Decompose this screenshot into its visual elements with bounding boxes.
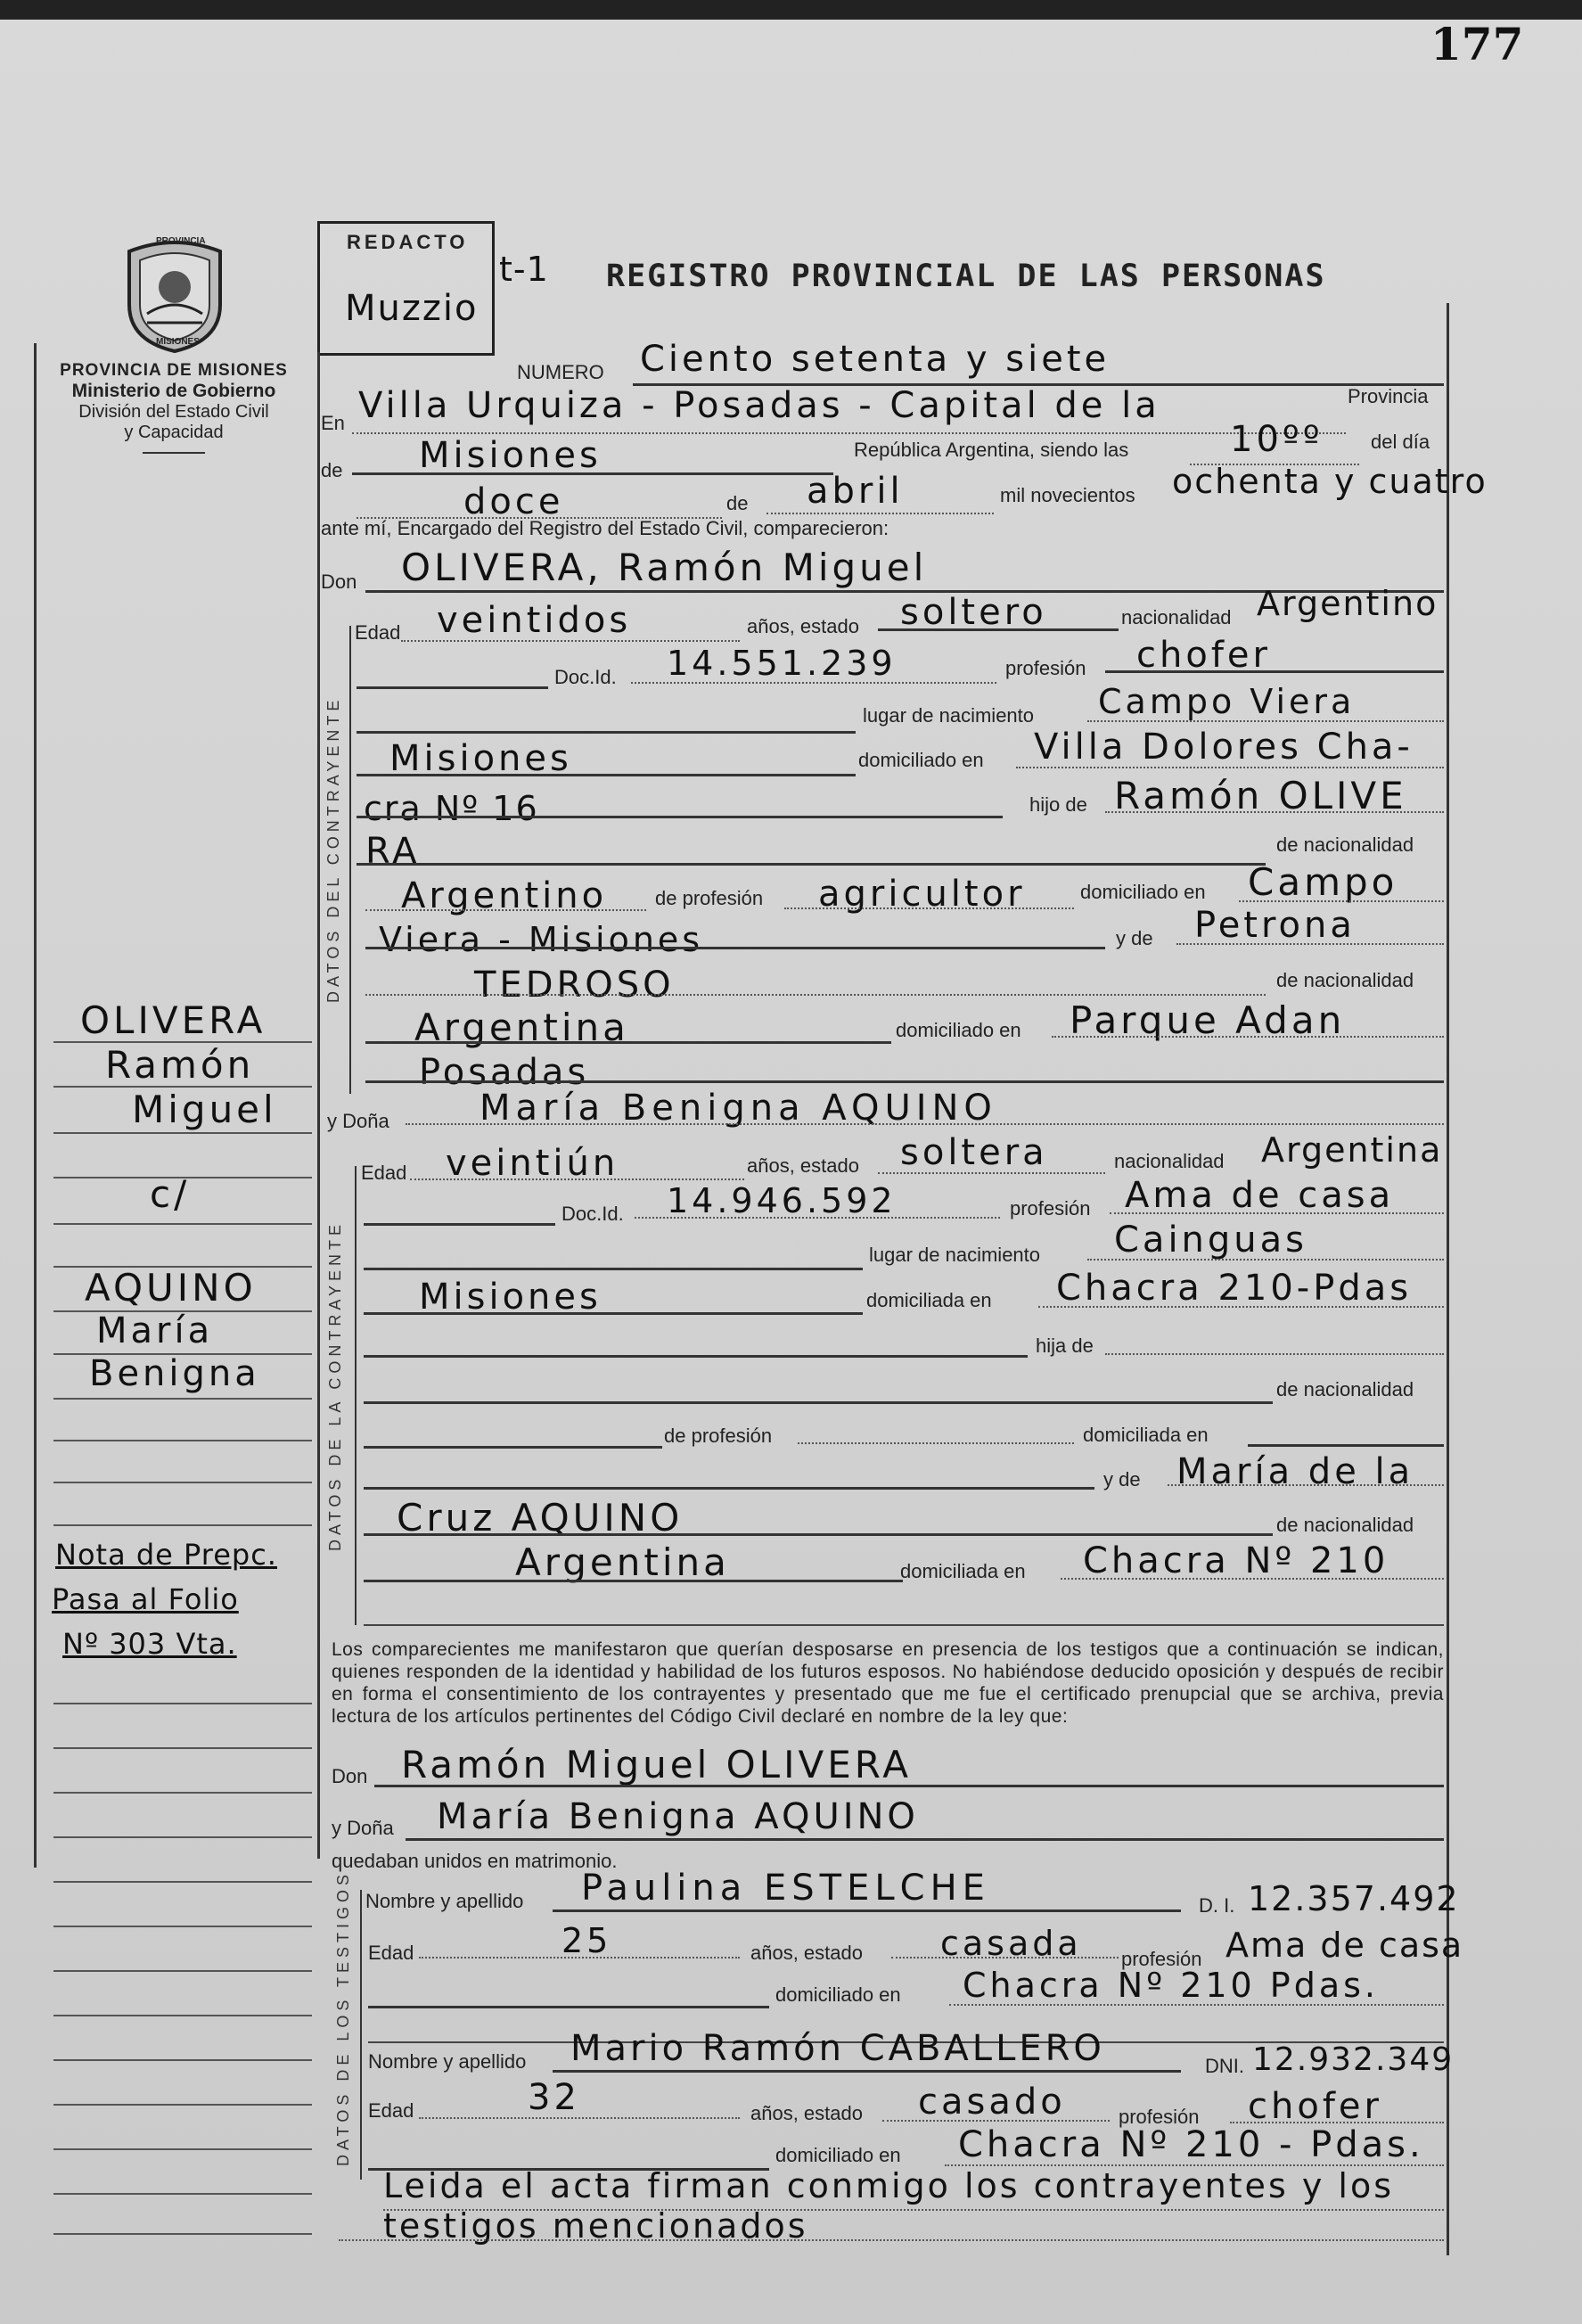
dona-label: y Doña <box>327 1110 389 1132</box>
t1-profesion-label: profesión <box>1121 1948 1202 1970</box>
margin-rule <box>53 1440 312 1441</box>
quedaban-text: quedaban unidos en matrimonio. <box>332 1850 618 1872</box>
provincia-label: Provincia <box>1348 385 1429 407</box>
contrayente2-side-label: DATOS DE LA CONTRAYENTE <box>326 1219 344 1551</box>
ante-mi-text: ante mí, Encargado del Registro del Estado Civil, comparecieron: <box>321 517 889 539</box>
padre-nac-label: de nacionalidad <box>1276 834 1414 856</box>
t1-edad-label: Edad <box>368 1942 414 1964</box>
t1-dom-value[interactable]: Chacra Nº 210 Pdas. <box>963 1966 1380 2005</box>
domicilio2-line <box>1038 1306 1444 1308</box>
c2-madre-nac-value[interactable]: Argentina <box>515 1540 730 1584</box>
en-value[interactable]: Villa Urquiza - Posadas - Capital de la <box>358 385 1160 426</box>
t2-dom-value[interactable]: Chacra Nº 210 - Pdas. <box>958 2124 1424 2165</box>
hora-value[interactable]: 10ºº <box>1230 419 1324 460</box>
contrayente2-bracket <box>355 1166 357 1625</box>
lugar1-line <box>1087 720 1444 722</box>
estado1-label: años, estado <box>747 615 859 637</box>
madre-dom-label: domiciliado en <box>896 1019 1021 1041</box>
madre1-value2[interactable]: TEDROSO <box>474 965 675 1006</box>
margin-note1: Nota de Prepc. <box>55 1538 277 1572</box>
lugar2-line <box>1087 1259 1444 1261</box>
margin-rule <box>53 2193 312 2195</box>
madre1-value[interactable]: Petrona <box>1194 905 1356 946</box>
margin-line3: Miguel <box>132 1088 277 1131</box>
dia-value[interactable]: doce <box>463 481 564 522</box>
heading-rule <box>143 452 205 454</box>
margin-rule <box>53 1792 312 1794</box>
madre-nac-value[interactable]: Argentina <box>414 1006 629 1049</box>
margin-rule <box>53 2015 312 2016</box>
de-value[interactable]: Misiones <box>419 435 602 476</box>
margin-line4: c/ <box>150 1172 191 1216</box>
t2-estado-value[interactable]: casado <box>918 2082 1066 2123</box>
numero-label: NUMERO <box>517 361 604 383</box>
t2-nombre-line <box>553 2070 1181 2073</box>
domicilio1-value[interactable]: Villa Dolores Cha- <box>1034 727 1414 768</box>
scan-edge <box>0 0 1582 20</box>
closing-line2-rule <box>339 2239 1444 2241</box>
form-left-border <box>317 352 320 1859</box>
madre1-line <box>1176 943 1444 945</box>
edad2-line <box>410 1178 744 1180</box>
hijo-label: hijo de <box>1029 793 1087 816</box>
c2-madre-nac-line <box>364 1580 903 1582</box>
margin-rule <box>53 1836 312 1838</box>
t1-dom-prefix-line <box>368 2006 769 2008</box>
lugar2b-line <box>364 1312 863 1315</box>
redacto-box <box>317 221 495 356</box>
profesion1-value[interactable]: chofer <box>1136 635 1271 676</box>
domicilio1-label: domiciliado en <box>858 749 984 771</box>
closing-line2: testigos mencionados <box>383 2206 808 2246</box>
c2-nac2-label: de nacionalidad <box>1276 1514 1414 1536</box>
de-line <box>352 472 833 475</box>
decl-dona-value[interactable]: María Benigna AQUINO <box>437 1796 919 1837</box>
lugar1-value[interactable]: Campo Viera <box>1098 682 1356 721</box>
t2-nombre-label: Nombre y apellido <box>368 2050 527 2073</box>
t2-estado-label: años, estado <box>750 2102 863 2124</box>
lugar1-value2[interactable]: Misiones <box>389 738 572 779</box>
contrayente1-side-label: DATOS DEL CONTRAYENTE <box>324 695 342 1003</box>
doc2-value[interactable]: 14.946.592 <box>667 1181 897 1220</box>
numero-value[interactable]: Ciento setenta y siete <box>640 339 1111 380</box>
padre-dom-line <box>1239 900 1444 902</box>
edad2-value[interactable]: veintiún <box>446 1143 619 1184</box>
margin-note2: Pasa al Folio <box>52 1582 239 1616</box>
redacto-value: Muzzio <box>345 288 479 329</box>
padre-dom-value[interactable]: Campo <box>1248 860 1398 904</box>
lugar2-value[interactable]: Cainguas <box>1114 1219 1307 1261</box>
margin-rule <box>53 2148 312 2150</box>
t1-nombre-value[interactable]: Paulina ESTELCHE <box>581 1868 990 1909</box>
c2-prof-label: de profesión <box>664 1425 773 1447</box>
mes-line <box>766 513 994 514</box>
t2-estado-line <box>882 2120 1110 2122</box>
c2-madre-value[interactable]: María de la <box>1176 1451 1414 1492</box>
t1-dom-label: domiciliado en <box>775 1983 901 2006</box>
padre-dom-label: domiciliado en <box>1080 881 1206 903</box>
decl-don-value[interactable]: Ramón Miguel OLIVERA <box>401 1743 912 1786</box>
left-border <box>34 343 37 1868</box>
doc2-prefix-line <box>364 1223 555 1226</box>
mil-label: mil novecientos <box>1000 484 1135 506</box>
left-heading <box>36 361 312 454</box>
heading-ministry: Ministerio de Gobierno <box>71 381 276 401</box>
padre1-value2[interactable]: RA <box>365 831 421 872</box>
t1-edad-value[interactable]: 25 <box>561 1921 612 1960</box>
decl-don-label: Don <box>332 1765 368 1787</box>
margin-rule <box>53 2059 312 2061</box>
margin-rule <box>53 2233 312 2235</box>
t2-edad-label: Edad <box>368 2099 414 2122</box>
domicilio1-value2[interactable]: cra Nº 16 <box>364 789 539 828</box>
c2-nac1-line <box>364 1401 1273 1404</box>
doc1-label: Doc.Id. <box>554 666 617 688</box>
domicilio2-label: domiciliada en <box>866 1289 992 1311</box>
estado1-value[interactable]: soltero <box>900 592 1047 633</box>
t2-nombre-value[interactable]: Mario Ramón CABALLERO <box>570 2028 1105 2069</box>
padre1-value[interactable]: Ramón OLIVE <box>1114 774 1407 817</box>
nacionalidad2-label: nacionalidad <box>1114 1150 1225 1172</box>
c2-madre-value2[interactable]: Cruz AQUINO <box>397 1496 684 1540</box>
t2-edad-line <box>419 2117 740 2119</box>
t2-doc-value[interactable]: 12.932.349 <box>1252 2041 1455 2078</box>
margin-line6: María <box>96 1310 214 1351</box>
c2-madre-dom-label: domiciliada en <box>900 1560 1026 1582</box>
t2-doc-label: DNI. <box>1205 2055 1244 2077</box>
t1-doc-label: D. I. <box>1199 1894 1235 1917</box>
lugar1-label: lugar de nacimiento <box>863 704 1035 727</box>
contrayente1-bracket <box>349 626 351 1094</box>
madre1b-line <box>365 994 1266 996</box>
nacionalidad1-value[interactable]: Argentino <box>1257 584 1439 623</box>
madre-dom-line <box>1052 1036 1444 1038</box>
c2-bottom-rule <box>364 1624 1444 1626</box>
doc1-value[interactable]: 14.551.239 <box>667 644 897 683</box>
lugar2-label: lugar de nacimiento <box>869 1244 1041 1266</box>
mes-value[interactable]: abril <box>807 471 904 512</box>
t1-edad-line <box>419 1957 740 1959</box>
en-line <box>352 432 1346 434</box>
t1-estado-line <box>891 1957 1119 1959</box>
dona-line <box>406 1123 1444 1125</box>
t1-estado-value[interactable]: casada <box>940 1924 1082 1963</box>
margin-line2: Ramón <box>105 1043 255 1087</box>
estado2-value[interactable]: soltera <box>900 1132 1048 1173</box>
c2-nac1-label: de nacionalidad <box>1276 1378 1414 1400</box>
de2-label: de <box>726 492 749 514</box>
madre-dom-value2[interactable]: Posadas <box>419 1052 590 1093</box>
c2-prof-line <box>798 1442 1074 1444</box>
t2-profesion-label: profesión <box>1119 2106 1200 2128</box>
estado1-line <box>878 628 1119 631</box>
madre-nac-label: de nacionalidad <box>1276 969 1414 991</box>
doc1-prefix-line <box>357 686 548 689</box>
c2-prof-prefix-line <box>364 1446 662 1449</box>
edad1-line <box>401 640 740 642</box>
margin-line5: AQUINO <box>85 1266 257 1310</box>
margin-rule <box>53 1970 312 1972</box>
republica-label: República Argentina, siendo las <box>854 439 1129 461</box>
profesion2-label: profesión <box>1010 1197 1091 1219</box>
padre-nac-value[interactable]: Argentino <box>401 875 608 916</box>
margin-rule <box>53 1926 312 1927</box>
contrayente1-name[interactable]: OLIVERA, Ramón Miguel <box>401 546 928 589</box>
margin-line1: OLIVERA <box>80 998 266 1042</box>
de-label: de <box>321 459 343 481</box>
estado2-line <box>878 1172 1105 1174</box>
doc2-label: Doc.Id. <box>561 1203 624 1225</box>
margin-rule <box>53 1132 312 1134</box>
t1-profesion-value[interactable]: Ama de casa <box>1225 1926 1464 1965</box>
t1-nombre-line <box>553 1909 1181 1912</box>
padre-prof-value[interactable]: agricultor <box>818 874 1026 915</box>
c2-madre-dom-line <box>1061 1578 1444 1580</box>
t1-doc-value[interactable]: 12.357.492 <box>1248 1879 1460 1918</box>
doc1-line <box>631 682 996 684</box>
estado2-label: años, estado <box>747 1154 859 1177</box>
testigos-side-label: DATOS DE LOS TESTIGOS <box>334 1869 352 2166</box>
doc2-line <box>635 1217 1000 1219</box>
edad1-label: Edad <box>355 621 401 644</box>
margin-line7: Benigna <box>89 1353 260 1394</box>
t2-profesion-line <box>1230 2122 1444 2123</box>
t2-dom-label: domiciliado en <box>775 2144 901 2166</box>
margin-rule <box>53 1881 312 1883</box>
t2-edad-value[interactable]: 32 <box>528 2077 580 2118</box>
don-label: Don <box>321 571 357 593</box>
margin-rule <box>53 2104 312 2106</box>
profesion1-line <box>1105 670 1444 673</box>
page-number: 177 <box>1430 18 1524 70</box>
decl-dona-label: y Doña <box>332 1817 394 1839</box>
decl-dona-line <box>406 1838 1444 1841</box>
margin-rule <box>53 1398 312 1400</box>
madre-dom2-line <box>365 1080 1444 1083</box>
margin-rule <box>53 1703 312 1704</box>
margin-rule <box>53 1223 312 1225</box>
c2-madre-line <box>1168 1484 1444 1486</box>
madre-nac-line <box>365 1041 891 1044</box>
testigos-bracket <box>360 1890 362 2180</box>
hija-prefix-line <box>364 1355 1028 1358</box>
padre1-line <box>1105 811 1444 813</box>
province-seal-icon <box>120 234 229 354</box>
padre-prof-label: de profesión <box>655 887 764 909</box>
padre-dom-value2[interactable]: Viera - Misiones <box>379 920 704 959</box>
domicilio2-value[interactable]: Chacra 210-Pdas <box>1056 1268 1413 1309</box>
redacto-label: REDACTO <box>347 231 469 253</box>
t1-estado-label: años, estado <box>750 1942 863 1964</box>
hija-label: hija de <box>1036 1334 1094 1357</box>
lugar1b-line <box>357 774 856 776</box>
padre-dom2-line <box>365 947 1105 949</box>
redacto-note: t-1 <box>499 250 549 289</box>
profesion2-value[interactable]: Ama de casa <box>1125 1175 1395 1216</box>
c2-madre2-line <box>364 1533 1273 1536</box>
lugar2-prefix-line <box>364 1268 863 1270</box>
t1-dom-line <box>949 2004 1444 2006</box>
nacionalidad2-value[interactable]: Argentina <box>1261 1130 1443 1170</box>
seal-text-top: PROVINCIA <box>156 236 206 246</box>
del-dia-label: del día <box>1371 431 1430 453</box>
t2-profesion-value[interactable]: chofer <box>1248 2086 1382 2127</box>
c2-yde-label: y de <box>1103 1468 1141 1490</box>
decl-don-line <box>374 1785 1444 1787</box>
margin-rule <box>53 1482 312 1483</box>
c2-dom-line <box>1248 1444 1444 1447</box>
margin-rule <box>53 1524 312 1526</box>
c2-dom-label: domiciliada en <box>1083 1424 1209 1446</box>
anio-value[interactable]: ochenta y cuatro <box>1172 462 1488 501</box>
hijo-prefix-line <box>357 816 1003 818</box>
padre-nac-line <box>365 909 646 911</box>
en-label: En <box>321 412 345 434</box>
heading-province: PROVINCIA DE MISIONES <box>60 361 288 380</box>
padre-prof-line <box>784 907 1074 909</box>
margin-note3: Nº 303 Vta. <box>62 1627 237 1661</box>
lugar1-prefix-line <box>357 731 856 734</box>
heading-division: División del Estado Civil <box>78 402 269 422</box>
domicilio1-line <box>1016 767 1444 768</box>
profesion1-label: profesión <box>1005 657 1086 679</box>
profesion2-line <box>1110 1212 1444 1214</box>
y-de-label: y de <box>1116 927 1153 949</box>
nacionalidad1-label: nacionalidad <box>1121 606 1232 628</box>
declaration-text: Los comparecientes me manifestaron que querían desposarse en presencia de los testigos que a continuación se indican, quienes responden de la identidad y habilidad de los futuros esposos. No habiéndose deducido oposición y después de recibir en forma el consentimiento de los contrayentes y presentado que me fue el certificado prenupcial que se archiva, previa lectura de los artículos pertinentes del Código Civil declaré en nombre de la ley que: <box>332 1639 1444 1727</box>
seal-text-bottom: MISIONES <box>156 337 200 347</box>
edad2-label: Edad <box>361 1162 407 1184</box>
t1-nombre-label: Nombre y apellido <box>365 1890 524 1912</box>
c2-madre-dom-value[interactable]: Chacra Nº 210 <box>1083 1540 1389 1581</box>
padre1b-line <box>357 863 1266 866</box>
registry-title: REGISTRO PROVINCIAL DE LAS PERSONAS <box>606 259 1326 294</box>
contrayente2-name[interactable]: María Benigna AQUINO <box>480 1088 997 1129</box>
margin-rule <box>53 1747 312 1749</box>
closing-line1: Leida el acta firman conmigo los contrayentes y los <box>383 2166 1394 2205</box>
c2-yde-prefix-line <box>364 1487 1094 1490</box>
heading-capacity: y Capacidad <box>124 423 224 442</box>
madre-dom-value[interactable]: Parque Adan <box>1070 998 1346 1042</box>
lugar2-value2[interactable]: Misiones <box>419 1277 602 1318</box>
hija-line <box>1105 1353 1444 1355</box>
edad1-value[interactable]: veintidos <box>437 600 632 641</box>
